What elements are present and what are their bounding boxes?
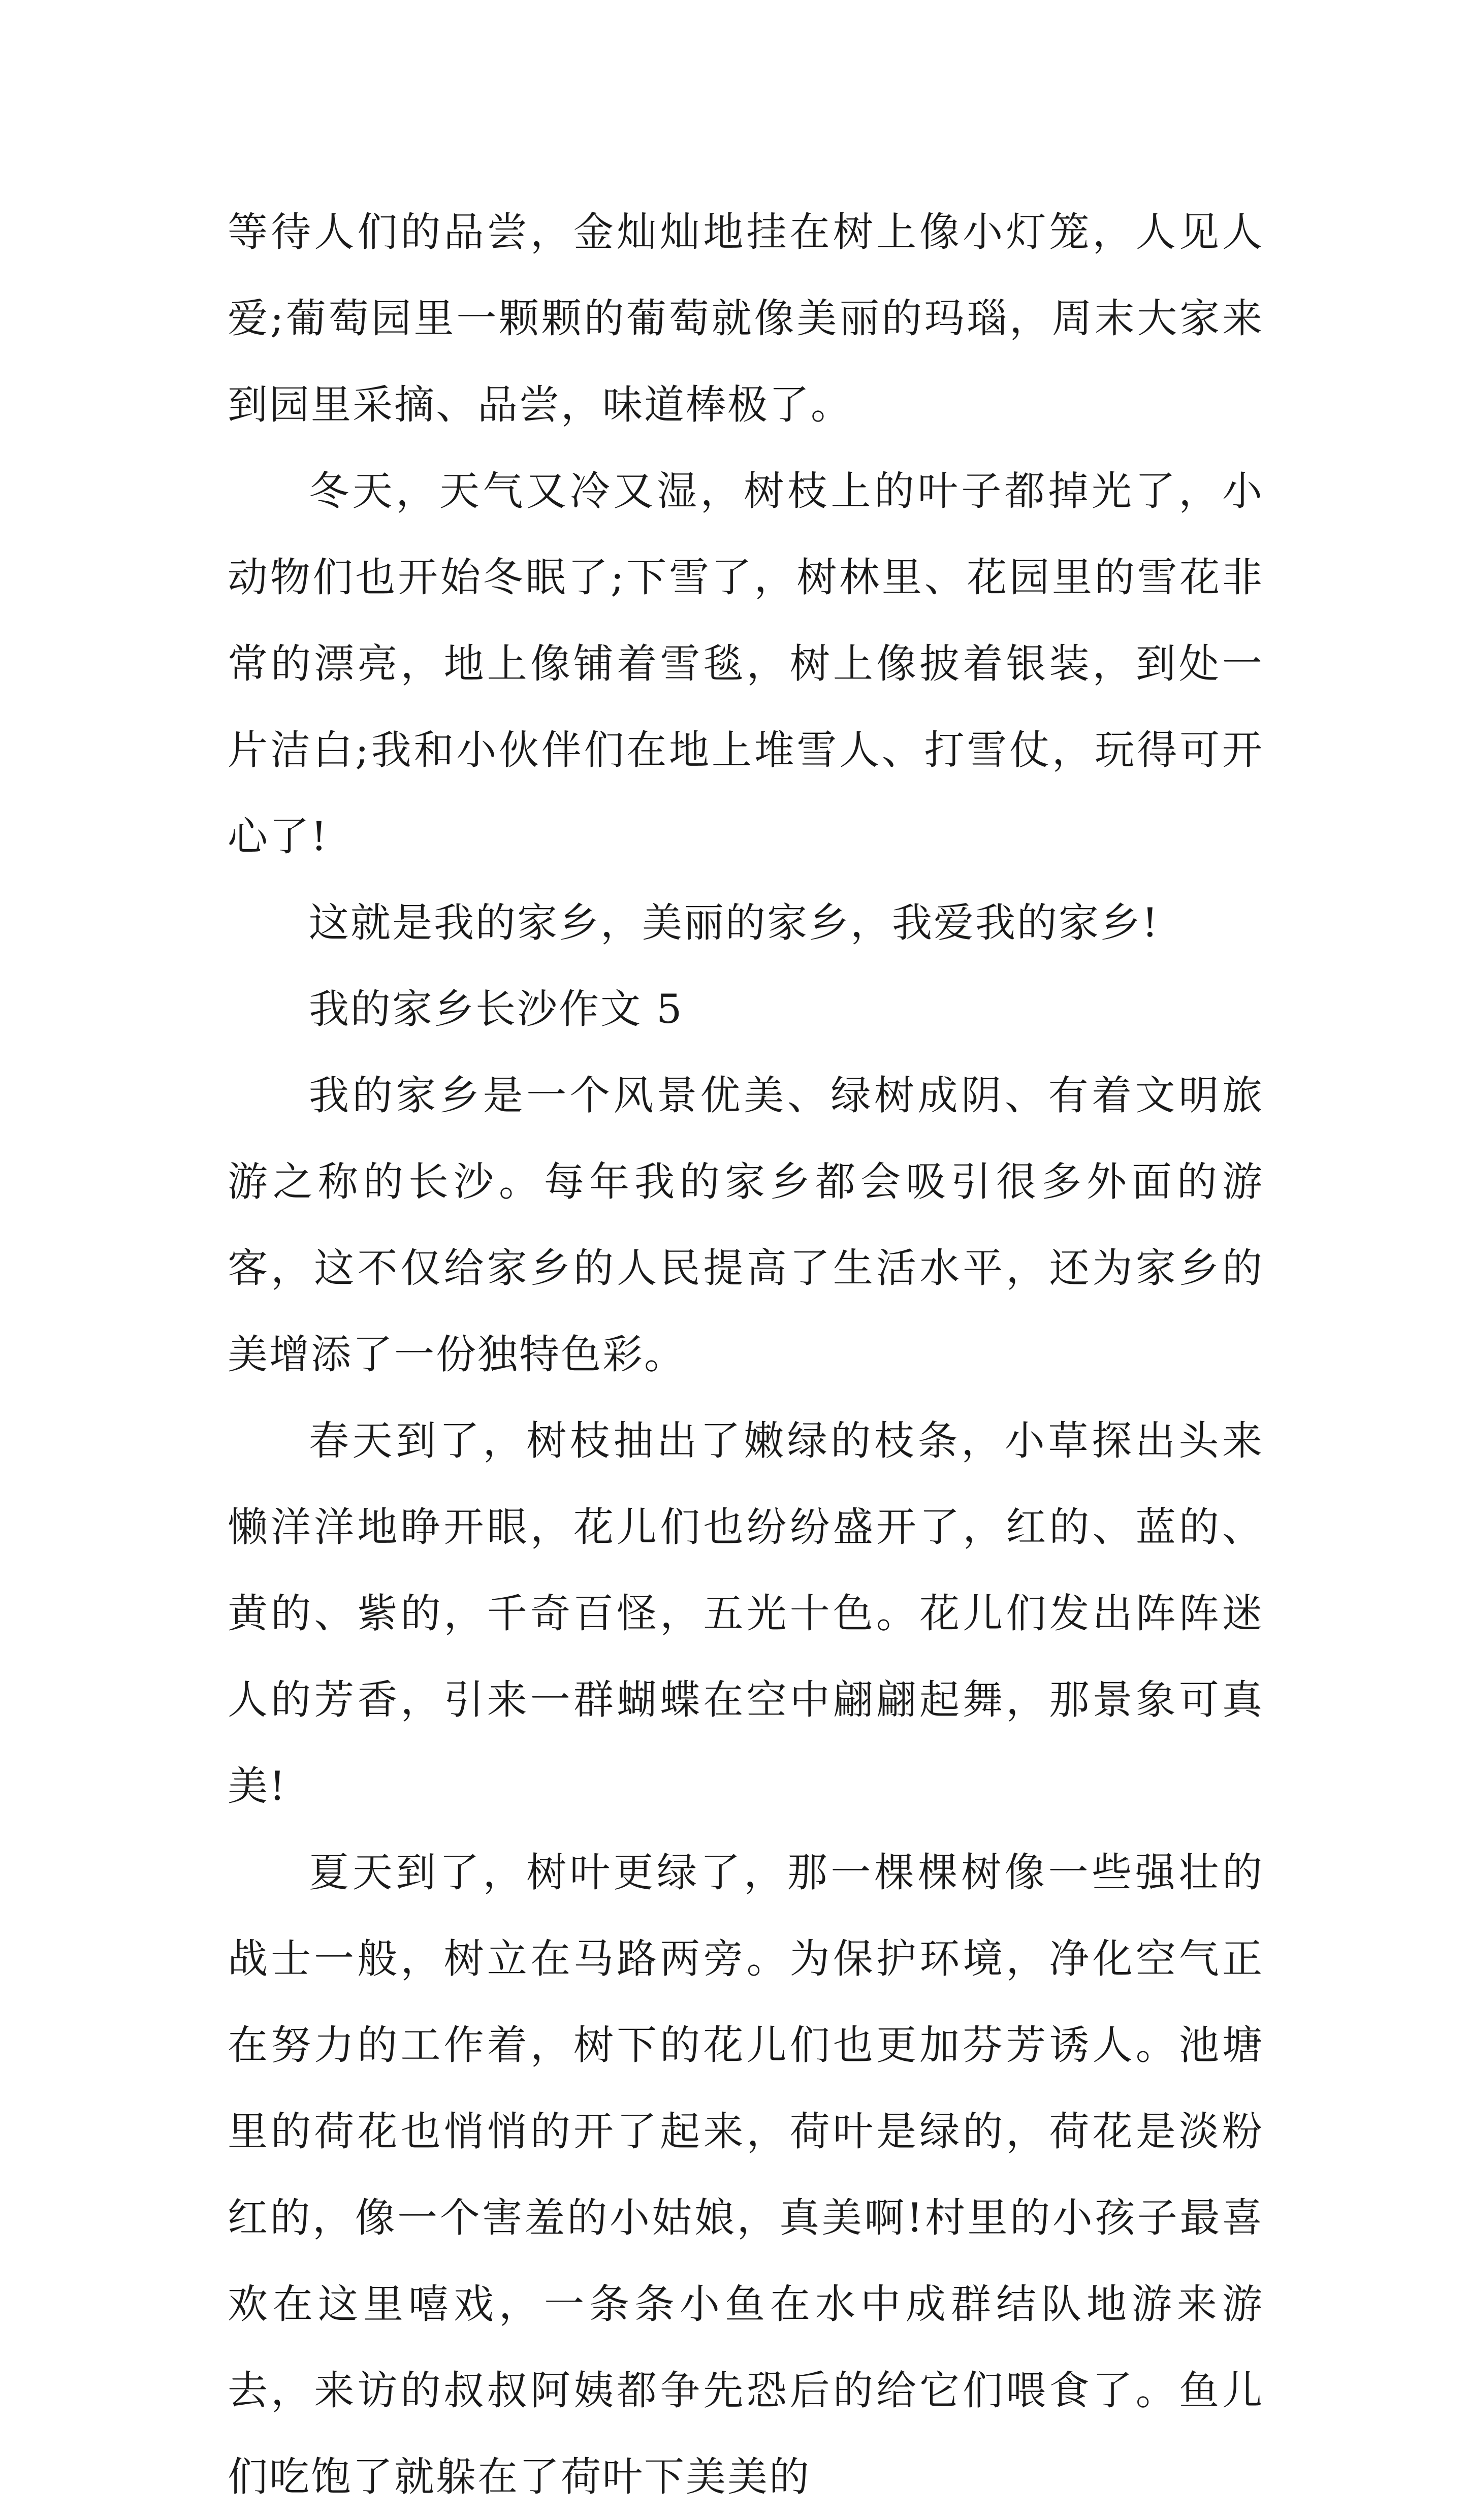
paragraph-conclusion: 这就是我的家乡，美丽的家乡，我爱我的家乡!: [309, 899, 1160, 946]
paragraph-intro: 我的家乡是一个风景优美、绿树成阴、有着文明旅游之称的长沙。每年我的家乡都会吸引很多外面的游客，这不仅给家乡的人民提高了生活水平，还为家乡的美增添了一份独特色彩。: [228, 1072, 1264, 1378]
paragraph-spring: 春天到了，树枝抽出了嫩绿的枝条，小草探出头来懒洋洋地睁开眼，花儿们也纷纷盛开了，红的、蓝的、黄的、紫的，千奇百怪，五光十色。花儿们发出阵阵迷人的芳香，引来一群蝴蝶在空中翩翩起舞，那景象可真美!: [228, 1417, 1264, 1810]
document-body: [228, 189, 1264, 2520]
paragraph-continuation: 等待人们的品尝，金灿灿地挂在树上像小灯笼，人见人爱;葡萄园里一颗颗的葡萄就像美丽的玛瑙，周末大家来到园里采摘、品尝，味道棒极了。: [228, 209, 1264, 428]
essay-heading: 我的家乡长沙作文 5: [309, 986, 684, 1032]
paragraph-winter: 冬天，天气又冷又湿，树枝上的叶子都掉光了，小动物们也开始冬眠了;下雪了，树林里、花园里的雪花非常的漂亮，地上像铺着雪毯，树上像披着银装，到处一片洁白;我和小伙伴们在地上堆雪人、打雪仗，玩得可开心了!: [228, 468, 1264, 860]
paragraph-summer: 夏天到了，树叶更绿了，那一棵棵树像一些强壮的战士一般，树立在马路两旁。为保护环境，净化空气正在努力的工作着，树下的花儿们也更加芬芳诱人。池塘里的荷花也悄悄的开了起来，荷叶是绿的，荷花是淡粉红的，像一个害羞的小姑娘，真美啊!村里的小孩子最喜欢在这里嘻戏，一条条小鱼在水中成群结队地游来游去，来访的叔叔阿姨都争先恐后的给它们喂食了。鱼儿们吃饱了就躲在了荷叶下美美的: [228, 1849, 1264, 2500]
